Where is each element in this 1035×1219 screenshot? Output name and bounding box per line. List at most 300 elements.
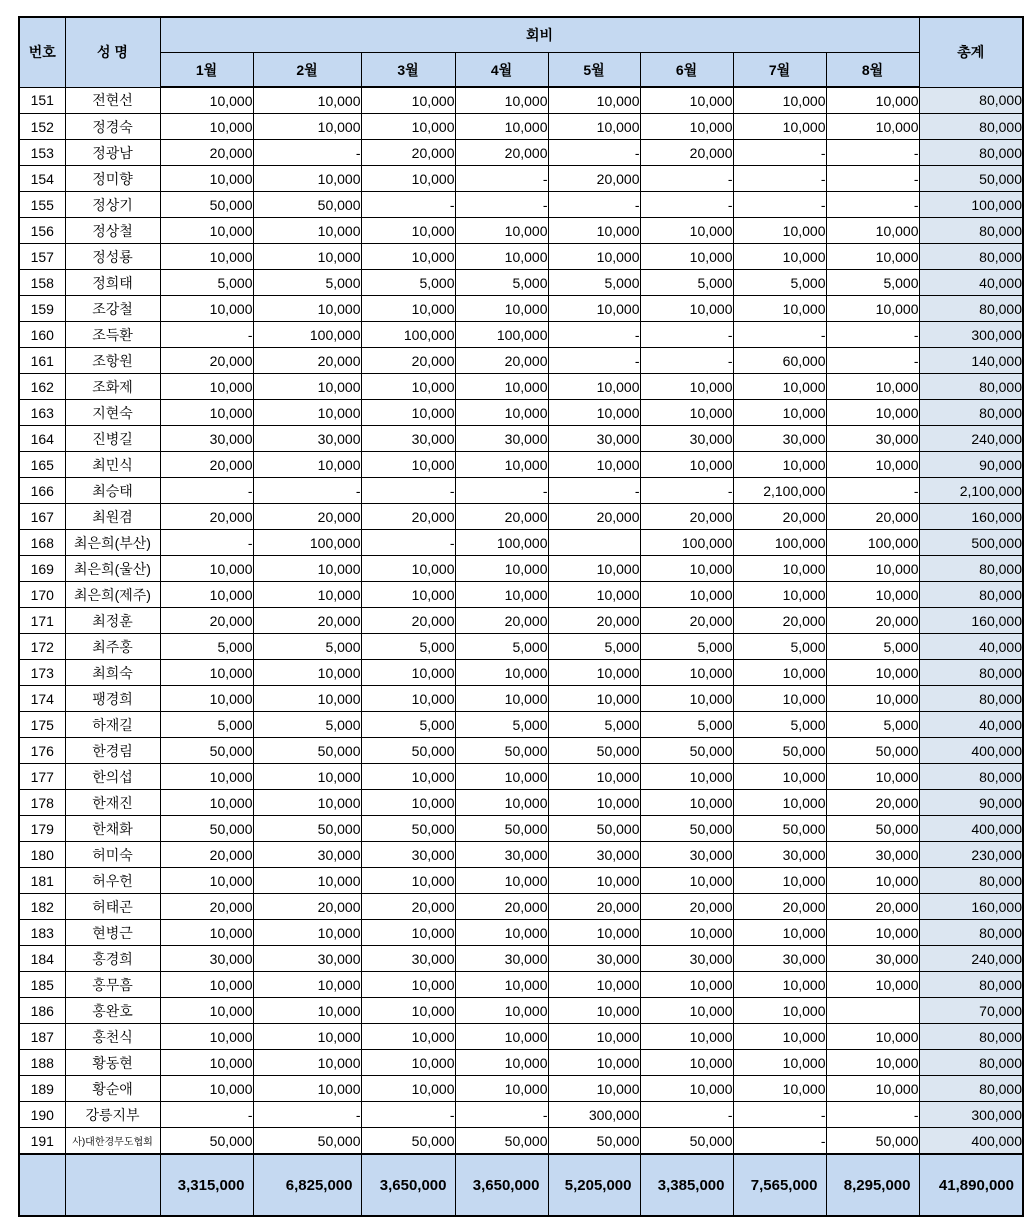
row-month-cell[interactable]: 50,000 xyxy=(455,738,548,764)
row-month-cell[interactable]: 10,000 xyxy=(548,452,640,478)
row-total-cell[interactable]: 160,000 xyxy=(919,894,1023,920)
row-month-cell[interactable]: - xyxy=(253,1102,361,1128)
row-no-cell[interactable]: 181 xyxy=(19,868,65,894)
summary-month-cell[interactable]: 3,650,000 xyxy=(455,1154,548,1216)
row-month-cell[interactable]: 10,000 xyxy=(160,790,253,816)
header-month[interactable]: 4월 xyxy=(455,53,548,88)
row-month-cell[interactable]: 5,000 xyxy=(455,634,548,660)
row-month-cell[interactable]: 10,000 xyxy=(455,868,548,894)
row-month-cell[interactable]: 10,000 xyxy=(548,400,640,426)
row-no-cell[interactable]: 177 xyxy=(19,764,65,790)
row-month-cell[interactable]: - xyxy=(826,348,919,374)
row-month-cell[interactable]: 10,000 xyxy=(361,374,455,400)
row-month-cell[interactable]: 10,000 xyxy=(160,114,253,140)
row-month-cell[interactable]: 10,000 xyxy=(640,244,733,270)
row-month-cell[interactable]: 10,000 xyxy=(640,686,733,712)
row-month-cell[interactable]: 30,000 xyxy=(361,842,455,868)
row-no-cell[interactable]: 169 xyxy=(19,556,65,582)
row-total-cell[interactable]: 90,000 xyxy=(919,452,1023,478)
row-total-cell[interactable]: 400,000 xyxy=(919,1128,1023,1155)
row-month-cell[interactable]: 20,000 xyxy=(361,504,455,530)
row-month-cell[interactable]: 20,000 xyxy=(160,452,253,478)
row-month-cell[interactable]: 10,000 xyxy=(160,218,253,244)
row-name-cell[interactable]: 최원겸 xyxy=(65,504,160,530)
row-total-cell[interactable]: 80,000 xyxy=(919,140,1023,166)
row-month-cell[interactable]: 10,000 xyxy=(733,1076,826,1102)
row-month-cell[interactable]: 10,000 xyxy=(548,114,640,140)
row-month-cell[interactable]: - xyxy=(733,192,826,218)
row-month-cell[interactable]: 20,000 xyxy=(733,894,826,920)
row-month-cell[interactable]: 100,000 xyxy=(253,530,361,556)
row-month-cell[interactable]: 10,000 xyxy=(640,556,733,582)
row-month-cell[interactable]: 10,000 xyxy=(548,1076,640,1102)
row-month-cell[interactable]: 10,000 xyxy=(548,218,640,244)
row-month-cell[interactable]: 10,000 xyxy=(455,218,548,244)
row-no-cell[interactable]: 157 xyxy=(19,244,65,270)
row-name-cell[interactable]: 진병길 xyxy=(65,426,160,452)
row-month-cell[interactable]: 5,000 xyxy=(455,270,548,296)
row-month-cell[interactable]: 30,000 xyxy=(361,946,455,972)
row-month-cell[interactable]: 20,000 xyxy=(826,790,919,816)
row-month-cell[interactable]: 10,000 xyxy=(826,764,919,790)
row-no-cell[interactable]: 165 xyxy=(19,452,65,478)
row-total-cell[interactable]: 80,000 xyxy=(919,920,1023,946)
row-month-cell[interactable]: 10,000 xyxy=(160,296,253,322)
row-name-cell[interactable]: 한경림 xyxy=(65,738,160,764)
row-month-cell[interactable]: 10,000 xyxy=(253,972,361,998)
row-month-cell[interactable]: - xyxy=(733,166,826,192)
row-month-cell[interactable]: 10,000 xyxy=(455,1076,548,1102)
row-month-cell[interactable]: 10,000 xyxy=(826,87,919,114)
row-month-cell[interactable]: 30,000 xyxy=(455,426,548,452)
row-month-cell[interactable] xyxy=(548,530,640,556)
row-month-cell[interactable]: 10,000 xyxy=(640,400,733,426)
row-total-cell[interactable]: 100,000 xyxy=(919,192,1023,218)
row-month-cell[interactable]: 10,000 xyxy=(548,972,640,998)
row-month-cell[interactable]: 10,000 xyxy=(160,764,253,790)
row-month-cell[interactable]: 10,000 xyxy=(826,452,919,478)
row-no-cell[interactable]: 179 xyxy=(19,816,65,842)
row-month-cell[interactable]: 20,000 xyxy=(253,608,361,634)
row-no-cell[interactable]: 186 xyxy=(19,998,65,1024)
row-month-cell[interactable]: 10,000 xyxy=(160,244,253,270)
row-month-cell[interactable] xyxy=(826,998,919,1024)
row-month-cell[interactable]: 20,000 xyxy=(826,608,919,634)
row-month-cell[interactable]: 10,000 xyxy=(160,374,253,400)
row-month-cell[interactable]: 50,000 xyxy=(826,816,919,842)
row-month-cell[interactable]: 10,000 xyxy=(733,972,826,998)
row-month-cell[interactable]: 10,000 xyxy=(640,868,733,894)
row-month-cell[interactable]: 30,000 xyxy=(160,946,253,972)
row-no-cell[interactable]: 164 xyxy=(19,426,65,452)
row-month-cell[interactable]: 10,000 xyxy=(455,244,548,270)
row-month-cell[interactable]: 20,000 xyxy=(548,894,640,920)
row-name-cell[interactable]: 강릉지부 xyxy=(65,1102,160,1128)
row-month-cell[interactable]: 20,000 xyxy=(361,140,455,166)
row-name-cell[interactable]: 최은희(울산) xyxy=(65,556,160,582)
row-month-cell[interactable]: 10,000 xyxy=(733,868,826,894)
row-no-cell[interactable]: 189 xyxy=(19,1076,65,1102)
row-month-cell[interactable]: 10,000 xyxy=(160,998,253,1024)
row-month-cell[interactable]: 5,000 xyxy=(455,712,548,738)
row-month-cell[interactable]: - xyxy=(253,140,361,166)
row-month-cell[interactable]: 10,000 xyxy=(361,920,455,946)
row-month-cell[interactable]: 10,000 xyxy=(361,87,455,114)
summary-month-cell[interactable]: 3,650,000 xyxy=(361,1154,455,1216)
summary-name-cell[interactable] xyxy=(65,1154,160,1216)
row-no-cell[interactable]: 175 xyxy=(19,712,65,738)
row-month-cell[interactable]: 5,000 xyxy=(640,270,733,296)
row-month-cell[interactable]: 10,000 xyxy=(361,114,455,140)
row-month-cell[interactable]: 10,000 xyxy=(826,244,919,270)
row-month-cell[interactable]: 10,000 xyxy=(253,660,361,686)
row-month-cell[interactable]: 10,000 xyxy=(253,296,361,322)
row-total-cell[interactable]: 140,000 xyxy=(919,348,1023,374)
row-month-cell[interactable]: 10,000 xyxy=(640,920,733,946)
row-month-cell[interactable]: 20,000 xyxy=(640,894,733,920)
row-month-cell[interactable]: 5,000 xyxy=(733,270,826,296)
row-month-cell[interactable]: 10,000 xyxy=(455,920,548,946)
row-month-cell[interactable]: 30,000 xyxy=(733,842,826,868)
row-month-cell[interactable]: 10,000 xyxy=(253,114,361,140)
summary-month-cell[interactable]: 8,295,000 xyxy=(826,1154,919,1216)
row-no-cell[interactable]: 183 xyxy=(19,920,65,946)
row-month-cell[interactable]: 50,000 xyxy=(826,738,919,764)
row-month-cell[interactable]: 10,000 xyxy=(640,790,733,816)
summary-month-cell[interactable]: 3,315,000 xyxy=(160,1154,253,1216)
row-month-cell[interactable]: 60,000 xyxy=(733,348,826,374)
row-month-cell[interactable]: 10,000 xyxy=(733,660,826,686)
row-no-cell[interactable]: 156 xyxy=(19,218,65,244)
row-name-cell[interactable]: 정성룡 xyxy=(65,244,160,270)
row-month-cell[interactable]: 10,000 xyxy=(826,582,919,608)
row-no-cell[interactable]: 167 xyxy=(19,504,65,530)
row-month-cell[interactable]: - xyxy=(640,322,733,348)
row-total-cell[interactable]: 300,000 xyxy=(919,1102,1023,1128)
row-name-cell[interactable]: 정상기 xyxy=(65,192,160,218)
row-month-cell[interactable]: 20,000 xyxy=(253,348,361,374)
row-month-cell[interactable]: 20,000 xyxy=(733,608,826,634)
row-name-cell[interactable]: 정광남 xyxy=(65,140,160,166)
row-no-cell[interactable]: 190 xyxy=(19,1102,65,1128)
row-total-cell[interactable]: 80,000 xyxy=(919,87,1023,114)
row-month-cell[interactable]: 10,000 xyxy=(826,400,919,426)
row-month-cell[interactable]: 10,000 xyxy=(361,296,455,322)
row-month-cell[interactable]: 50,000 xyxy=(253,738,361,764)
row-month-cell[interactable]: 50,000 xyxy=(548,816,640,842)
row-month-cell[interactable]: - xyxy=(733,1128,826,1155)
row-month-cell[interactable]: 20,000 xyxy=(733,504,826,530)
row-no-cell[interactable]: 172 xyxy=(19,634,65,660)
row-total-cell[interactable]: 80,000 xyxy=(919,218,1023,244)
row-name-cell[interactable]: 최승태 xyxy=(65,478,160,504)
row-total-cell[interactable]: 50,000 xyxy=(919,166,1023,192)
row-month-cell[interactable]: - xyxy=(455,478,548,504)
row-total-cell[interactable]: 80,000 xyxy=(919,400,1023,426)
row-month-cell[interactable]: 10,000 xyxy=(455,764,548,790)
row-month-cell[interactable]: 10,000 xyxy=(253,87,361,114)
row-month-cell[interactable]: 20,000 xyxy=(455,140,548,166)
row-month-cell[interactable]: 20,000 xyxy=(455,894,548,920)
row-name-cell[interactable]: 최은희(부산) xyxy=(65,530,160,556)
row-month-cell[interactable]: 10,000 xyxy=(253,1024,361,1050)
row-month-cell[interactable]: 50,000 xyxy=(361,816,455,842)
row-no-cell[interactable]: 176 xyxy=(19,738,65,764)
row-month-cell[interactable]: 300,000 xyxy=(548,1102,640,1128)
row-month-cell[interactable]: 10,000 xyxy=(548,556,640,582)
row-month-cell[interactable]: - xyxy=(733,1102,826,1128)
header-month[interactable]: 3월 xyxy=(361,53,455,88)
row-month-cell[interactable]: 20,000 xyxy=(640,140,733,166)
row-total-cell[interactable]: 230,000 xyxy=(919,842,1023,868)
row-month-cell[interactable]: - xyxy=(361,478,455,504)
row-month-cell[interactable]: 10,000 xyxy=(548,374,640,400)
row-no-cell[interactable]: 173 xyxy=(19,660,65,686)
row-month-cell[interactable]: 20,000 xyxy=(160,842,253,868)
row-month-cell[interactable]: 10,000 xyxy=(826,556,919,582)
row-no-cell[interactable]: 184 xyxy=(19,946,65,972)
row-month-cell[interactable]: 10,000 xyxy=(361,764,455,790)
row-month-cell[interactable]: 10,000 xyxy=(361,218,455,244)
row-month-cell[interactable]: 20,000 xyxy=(640,608,733,634)
row-name-cell[interactable]: 조화제 xyxy=(65,374,160,400)
row-month-cell[interactable]: - xyxy=(548,322,640,348)
row-month-cell[interactable]: 20,000 xyxy=(455,348,548,374)
row-month-cell[interactable]: 10,000 xyxy=(361,1050,455,1076)
row-month-cell[interactable]: 10,000 xyxy=(253,790,361,816)
row-month-cell[interactable]: 30,000 xyxy=(733,946,826,972)
row-name-cell[interactable]: 홍천식 xyxy=(65,1024,160,1050)
row-month-cell[interactable]: 10,000 xyxy=(826,1076,919,1102)
row-month-cell[interactable]: 10,000 xyxy=(733,87,826,114)
row-month-cell[interactable]: 10,000 xyxy=(548,296,640,322)
row-name-cell[interactable]: 홍무흠 xyxy=(65,972,160,998)
header-month[interactable]: 2월 xyxy=(253,53,361,88)
row-month-cell[interactable]: 30,000 xyxy=(253,946,361,972)
row-month-cell[interactable]: 10,000 xyxy=(455,998,548,1024)
row-month-cell[interactable]: 10,000 xyxy=(160,868,253,894)
row-month-cell[interactable]: 2,100,000 xyxy=(733,478,826,504)
row-month-cell[interactable]: 5,000 xyxy=(253,634,361,660)
row-month-cell[interactable]: 10,000 xyxy=(160,1076,253,1102)
row-month-cell[interactable]: 10,000 xyxy=(826,296,919,322)
row-month-cell[interactable]: 20,000 xyxy=(361,608,455,634)
row-month-cell[interactable]: 10,000 xyxy=(160,920,253,946)
row-month-cell[interactable]: 10,000 xyxy=(826,660,919,686)
row-total-cell[interactable]: 40,000 xyxy=(919,270,1023,296)
row-month-cell[interactable]: 50,000 xyxy=(361,738,455,764)
row-month-cell[interactable]: 100,000 xyxy=(253,322,361,348)
row-month-cell[interactable]: 10,000 xyxy=(253,998,361,1024)
row-month-cell[interactable]: 10,000 xyxy=(548,686,640,712)
row-month-cell[interactable]: 5,000 xyxy=(733,634,826,660)
row-month-cell[interactable]: 50,000 xyxy=(733,816,826,842)
row-month-cell[interactable]: 10,000 xyxy=(733,686,826,712)
row-month-cell[interactable]: 10,000 xyxy=(640,1050,733,1076)
row-month-cell[interactable]: 30,000 xyxy=(548,946,640,972)
row-month-cell[interactable]: 30,000 xyxy=(455,842,548,868)
row-month-cell[interactable]: 5,000 xyxy=(640,634,733,660)
row-month-cell[interactable]: 100,000 xyxy=(826,530,919,556)
header-total[interactable]: 총계 xyxy=(919,17,1023,87)
row-total-cell[interactable]: 80,000 xyxy=(919,114,1023,140)
header-fee-group[interactable]: 회비 xyxy=(160,17,919,53)
row-month-cell[interactable]: 10,000 xyxy=(640,764,733,790)
row-name-cell[interactable]: 허미숙 xyxy=(65,842,160,868)
row-month-cell[interactable]: 10,000 xyxy=(733,998,826,1024)
row-total-cell[interactable]: 80,000 xyxy=(919,660,1023,686)
row-no-cell[interactable]: 171 xyxy=(19,608,65,634)
row-month-cell[interactable]: 10,000 xyxy=(160,556,253,582)
row-name-cell[interactable]: 지현숙 xyxy=(65,400,160,426)
row-month-cell[interactable]: 10,000 xyxy=(640,972,733,998)
row-month-cell[interactable]: 20,000 xyxy=(361,348,455,374)
row-month-cell[interactable]: 30,000 xyxy=(640,842,733,868)
row-total-cell[interactable]: 70,000 xyxy=(919,998,1023,1024)
row-name-cell[interactable]: 최주홍 xyxy=(65,634,160,660)
row-month-cell[interactable]: 10,000 xyxy=(548,764,640,790)
row-month-cell[interactable]: 10,000 xyxy=(160,400,253,426)
row-month-cell[interactable]: 10,000 xyxy=(361,556,455,582)
row-month-cell[interactable]: - xyxy=(826,322,919,348)
row-month-cell[interactable]: 10,000 xyxy=(455,582,548,608)
row-month-cell[interactable]: - xyxy=(455,192,548,218)
row-month-cell[interactable]: 10,000 xyxy=(640,998,733,1024)
row-total-cell[interactable]: 80,000 xyxy=(919,374,1023,400)
row-month-cell[interactable]: 10,000 xyxy=(733,920,826,946)
row-no-cell[interactable]: 166 xyxy=(19,478,65,504)
row-name-cell[interactable]: 조득환 xyxy=(65,322,160,348)
row-total-cell[interactable]: 80,000 xyxy=(919,1076,1023,1102)
row-month-cell[interactable]: 10,000 xyxy=(455,114,548,140)
row-name-cell[interactable]: 정상철 xyxy=(65,218,160,244)
row-month-cell[interactable]: - xyxy=(733,322,826,348)
row-month-cell[interactable]: 20,000 xyxy=(160,140,253,166)
row-name-cell[interactable]: 정희태 xyxy=(65,270,160,296)
row-month-cell[interactable]: 10,000 xyxy=(640,582,733,608)
row-total-cell[interactable]: 40,000 xyxy=(919,634,1023,660)
row-month-cell[interactable]: - xyxy=(640,192,733,218)
row-month-cell[interactable]: 30,000 xyxy=(826,842,919,868)
row-month-cell[interactable]: 10,000 xyxy=(253,244,361,270)
row-month-cell[interactable]: 10,000 xyxy=(640,660,733,686)
row-month-cell[interactable]: 20,000 xyxy=(160,504,253,530)
row-no-cell[interactable]: 159 xyxy=(19,296,65,322)
row-month-cell[interactable]: 50,000 xyxy=(548,1128,640,1155)
row-month-cell[interactable]: 10,000 xyxy=(455,972,548,998)
row-total-cell[interactable]: 80,000 xyxy=(919,244,1023,270)
row-month-cell[interactable]: 50,000 xyxy=(826,1128,919,1155)
row-month-cell[interactable]: 10,000 xyxy=(253,920,361,946)
row-name-cell[interactable]: 최정훈 xyxy=(65,608,160,634)
row-month-cell[interactable]: 5,000 xyxy=(361,634,455,660)
row-month-cell[interactable]: 20,000 xyxy=(548,504,640,530)
row-name-cell[interactable]: 하재길 xyxy=(65,712,160,738)
header-month[interactable]: 1월 xyxy=(160,53,253,88)
row-total-cell[interactable]: 400,000 xyxy=(919,816,1023,842)
row-month-cell[interactable]: 10,000 xyxy=(160,87,253,114)
row-name-cell[interactable]: 허태곤 xyxy=(65,894,160,920)
row-name-cell[interactable]: 한재진 xyxy=(65,790,160,816)
row-no-cell[interactable]: 151 xyxy=(19,87,65,114)
row-month-cell[interactable]: 10,000 xyxy=(160,166,253,192)
row-no-cell[interactable]: 154 xyxy=(19,166,65,192)
row-month-cell[interactable]: 10,000 xyxy=(253,686,361,712)
row-month-cell[interactable]: 50,000 xyxy=(455,1128,548,1155)
row-total-cell[interactable]: 80,000 xyxy=(919,868,1023,894)
row-month-cell[interactable]: 50,000 xyxy=(160,816,253,842)
row-month-cell[interactable]: 10,000 xyxy=(548,87,640,114)
row-month-cell[interactable]: 10,000 xyxy=(733,244,826,270)
row-month-cell[interactable]: 10,000 xyxy=(640,1024,733,1050)
header-month[interactable]: 8월 xyxy=(826,53,919,88)
row-month-cell[interactable]: 10,000 xyxy=(160,686,253,712)
row-month-cell[interactable]: 100,000 xyxy=(455,322,548,348)
row-month-cell[interactable]: 10,000 xyxy=(253,452,361,478)
row-month-cell[interactable]: 10,000 xyxy=(253,218,361,244)
row-month-cell[interactable]: 10,000 xyxy=(640,218,733,244)
row-month-cell[interactable]: 10,000 xyxy=(361,1024,455,1050)
row-no-cell[interactable]: 163 xyxy=(19,400,65,426)
row-month-cell[interactable]: 10,000 xyxy=(455,556,548,582)
row-month-cell[interactable]: - xyxy=(361,1102,455,1128)
row-month-cell[interactable]: 50,000 xyxy=(361,1128,455,1155)
row-month-cell[interactable]: 30,000 xyxy=(160,426,253,452)
row-month-cell[interactable]: 10,000 xyxy=(733,296,826,322)
row-month-cell[interactable]: 10,000 xyxy=(826,686,919,712)
row-month-cell[interactable]: 10,000 xyxy=(160,972,253,998)
row-month-cell[interactable]: 20,000 xyxy=(160,348,253,374)
row-month-cell[interactable]: - xyxy=(826,478,919,504)
row-month-cell[interactable]: 100,000 xyxy=(361,322,455,348)
row-month-cell[interactable]: 10,000 xyxy=(361,686,455,712)
row-month-cell[interactable]: 10,000 xyxy=(160,582,253,608)
row-no-cell[interactable]: 155 xyxy=(19,192,65,218)
row-total-cell[interactable]: 240,000 xyxy=(919,946,1023,972)
row-name-cell[interactable]: 홍경희 xyxy=(65,946,160,972)
row-month-cell[interactable]: 10,000 xyxy=(548,660,640,686)
row-month-cell[interactable]: 10,000 xyxy=(160,1050,253,1076)
row-total-cell[interactable]: 80,000 xyxy=(919,1050,1023,1076)
row-month-cell[interactable]: 10,000 xyxy=(455,1024,548,1050)
row-month-cell[interactable]: 10,000 xyxy=(826,1024,919,1050)
row-month-cell[interactable]: 30,000 xyxy=(455,946,548,972)
row-no-cell[interactable]: 153 xyxy=(19,140,65,166)
row-month-cell[interactable]: 20,000 xyxy=(455,504,548,530)
row-month-cell[interactable]: 50,000 xyxy=(253,816,361,842)
row-month-cell[interactable]: 20,000 xyxy=(640,504,733,530)
row-month-cell[interactable]: - xyxy=(548,478,640,504)
row-name-cell[interactable]: 조강철 xyxy=(65,296,160,322)
row-month-cell[interactable]: 10,000 xyxy=(160,660,253,686)
row-name-cell[interactable]: 팽경희 xyxy=(65,686,160,712)
row-total-cell[interactable]: 240,000 xyxy=(919,426,1023,452)
row-month-cell[interactable]: 50,000 xyxy=(640,1128,733,1155)
row-month-cell[interactable]: 10,000 xyxy=(253,374,361,400)
row-month-cell[interactable]: - xyxy=(548,140,640,166)
row-month-cell[interactable]: 10,000 xyxy=(548,920,640,946)
row-month-cell[interactable]: 10,000 xyxy=(640,114,733,140)
row-month-cell[interactable]: 10,000 xyxy=(253,1076,361,1102)
row-month-cell[interactable]: 5,000 xyxy=(253,712,361,738)
row-month-cell[interactable]: - xyxy=(160,322,253,348)
row-month-cell[interactable]: 30,000 xyxy=(733,426,826,452)
row-month-cell[interactable]: 10,000 xyxy=(361,166,455,192)
row-month-cell[interactable]: 10,000 xyxy=(455,400,548,426)
row-month-cell[interactable]: 50,000 xyxy=(253,192,361,218)
row-name-cell[interactable]: 최은희(제주) xyxy=(65,582,160,608)
row-month-cell[interactable]: 10,000 xyxy=(733,452,826,478)
